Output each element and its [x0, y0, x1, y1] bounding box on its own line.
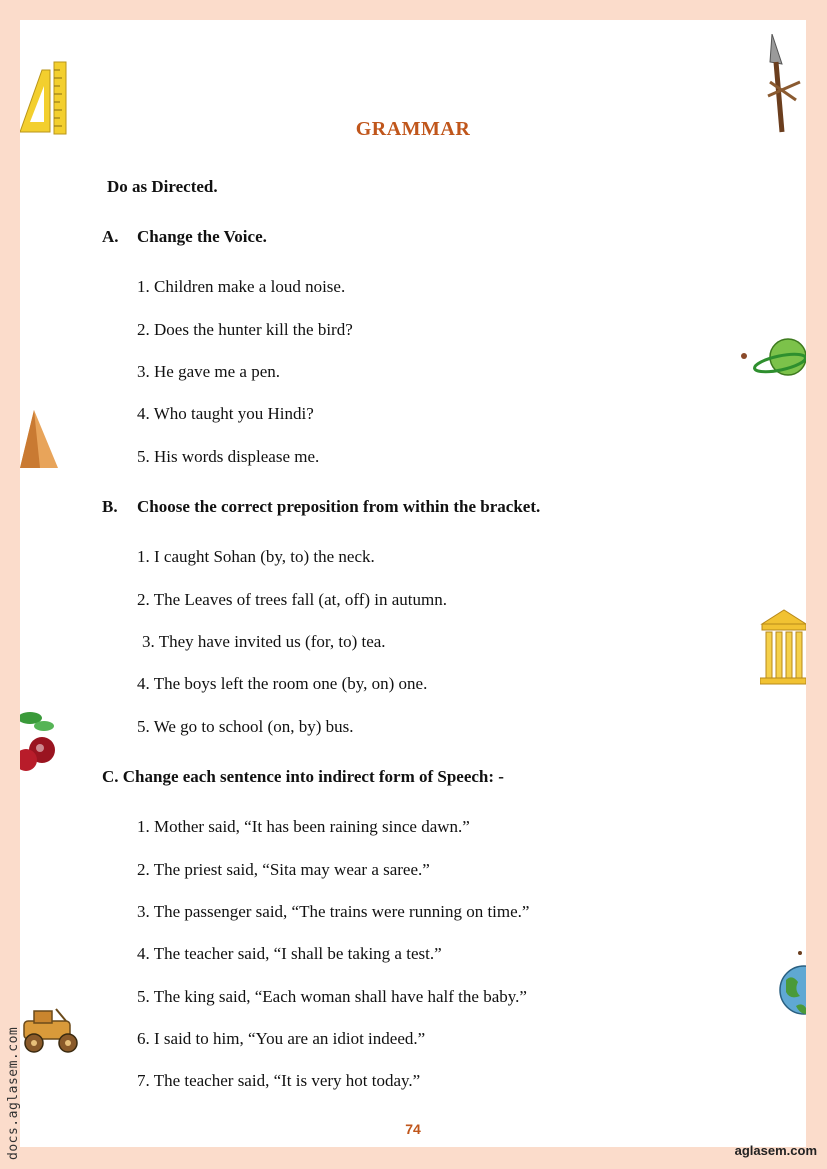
list-item: 3. The passenger said, “The trains were running on time.”	[137, 902, 530, 921]
planet-icon	[740, 335, 806, 383]
side-watermark: docs.aglasem.com	[6, 1026, 21, 1160]
list-item: 5. We go to school (on, by) bus.	[137, 717, 354, 736]
globe-icon	[778, 950, 806, 1018]
page-number: 74	[405, 1121, 421, 1137]
section-b-label: B.	[102, 497, 118, 516]
section-c-heading: C. Change each sentence into indirect form of Speech: -	[102, 767, 504, 786]
apple-icon	[20, 708, 58, 774]
list-item: 3. He gave me a pen.	[137, 362, 281, 381]
page-title: GRAMMAR	[355, 118, 471, 140]
pyramid-icon	[20, 410, 58, 470]
list-item: 6. I said to him, “You are an idiot indeed.”	[137, 1029, 426, 1048]
list-item: 1. I caught Sohan (by, to) the neck.	[137, 547, 375, 566]
section-a-label: A.	[102, 227, 119, 246]
list-item: 4. The boys left the room one (by, on) one.	[137, 674, 428, 693]
list-item: 2. The priest said, “Sita may wear a saree.”	[137, 860, 430, 879]
list-item: 2. Does the hunter kill the bird?	[137, 320, 353, 339]
spear-icon	[766, 34, 806, 136]
list-item: 3. They have invited us (for, to) tea.	[142, 632, 386, 651]
list-item: 4. The teacher said, “I shall be taking a test.”	[137, 944, 442, 963]
list-item: 4. Who taught you Hindi?	[137, 404, 314, 423]
ruler-icon	[20, 60, 68, 135]
section-a-heading: Change the Voice.	[137, 227, 267, 246]
temple-icon	[760, 608, 806, 686]
car-icon	[20, 1003, 84, 1057]
list-item: 2. The Leaves of trees fall (at, off) in autumn.	[137, 590, 447, 609]
list-item: 5. His words displease me.	[137, 447, 320, 466]
footer-brand: aglasem.com	[734, 1143, 817, 1158]
list-item: 7. The teacher said, “It is very hot today.”	[137, 1071, 421, 1090]
instruction: Do as Directed.	[107, 177, 218, 196]
list-item: 1. Mother said, “It has been raining since dawn.”	[137, 817, 470, 836]
section-b-heading: Choose the correct preposition from within the bracket.	[137, 497, 541, 516]
list-item: 1. Children make a loud noise.	[137, 277, 346, 296]
list-item: 5. The king said, “Each woman shall have half the baby.”	[137, 987, 527, 1006]
worksheet-page	[20, 20, 806, 1147]
